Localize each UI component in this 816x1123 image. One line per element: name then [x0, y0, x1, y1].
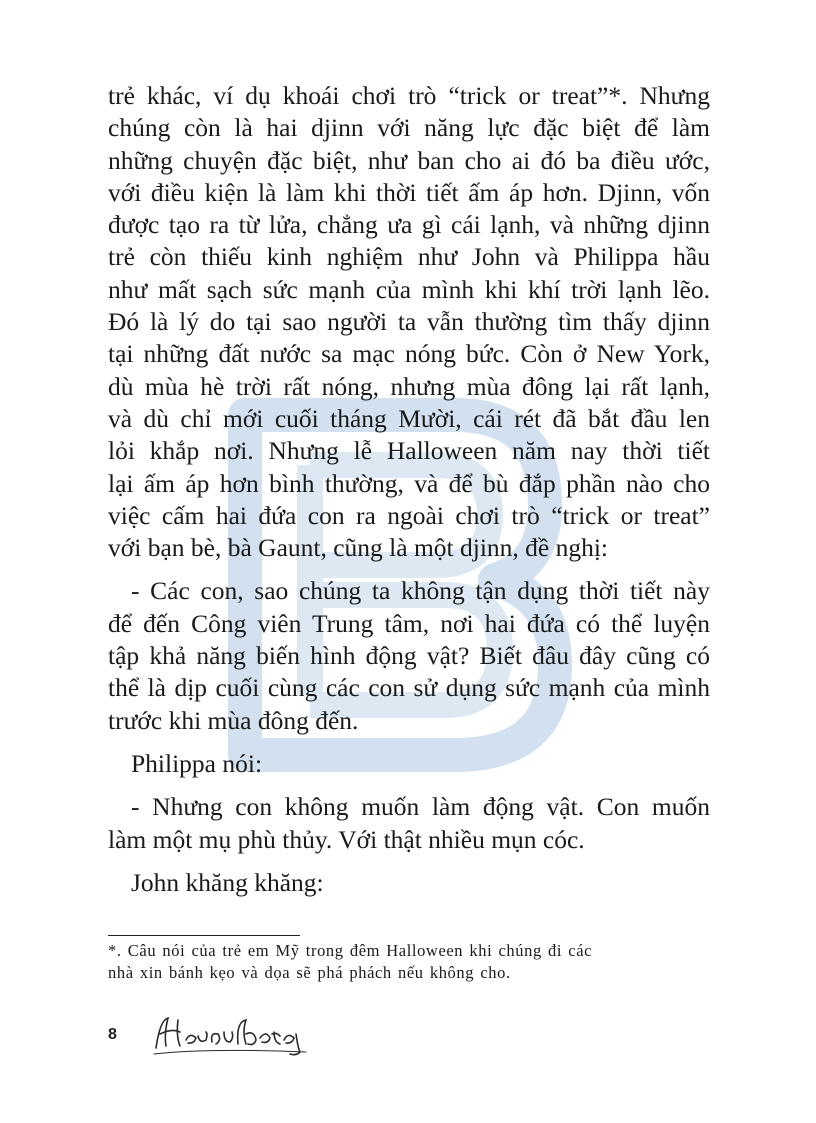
text-line: với bạn bè, bà Gaunt, cũng là một djinn, đề nghị: — [108, 533, 609, 563]
footnote-line: nhà xin bánh kẹo và dọa sẽ phá phách nếu không cho. — [108, 963, 511, 982]
text-line: tại những đất nước sa mạc nóng bức. Còn ở New York, — [108, 339, 710, 369]
book-title-logo — [150, 1010, 310, 1060]
paragraph-2 — [108, 575, 710, 736]
paragraph-4 — [108, 791, 710, 856]
text-line: trước khi mùa đông đến. — [108, 705, 359, 735]
text-line: chúng còn là hai djinn với năng lực đặc biệt để làm — [108, 113, 710, 143]
text-line: với điều kiện là làm khi thời tiết ấm áp hơn. Djinn, vốn — [108, 177, 710, 207]
text-line: John khăng khăng: — [131, 867, 324, 897]
footnote-line: *. Câu nói của trẻ em Mỹ trong đêm Halloween khi chúng đi các — [108, 941, 593, 960]
text-line: Đó là lý do tại sao người ta vẫn thường tìm thấy djinn — [108, 307, 710, 337]
text-line: được tạo ra từ lửa, chẳng ưa gì cái lạnh, và những djinn — [108, 210, 710, 240]
text-line: trẻ khác, ví dụ khoái chơi trò “trick or treat”*. Nhưng — [108, 81, 710, 110]
text-line: lỏi khắp nơi. Nhưng lễ Halloween năm nay thời tiết — [108, 436, 710, 466]
text-line: thể là dịp cuối cùng các con sử dụng sức mạnh của mình — [108, 673, 710, 703]
text-line: dù mùa hè trời rất nóng, nhưng mùa đông lại rất lạnh, — [108, 371, 710, 401]
text-line: làm một mụ phù thủy. Với thật nhiều mụn cóc. — [108, 824, 585, 854]
footnote — [108, 940, 710, 984]
page-number: 8 — [108, 1026, 117, 1043]
paragraph-3 — [108, 748, 710, 780]
footnote-divider — [108, 935, 300, 936]
text-line: tập khả năng biến hình động vật? Biết đâu đây cũng có — [108, 641, 710, 671]
text-line: lại ấm áp hơn bình thường, và để bù đắp phần nào cho — [108, 468, 710, 498]
text-line: - Nhưng con không muốn làm động vật. Con muốn — [131, 792, 710, 822]
text-line: những chuyện đặc biệt, như ban cho ai đó ba điều ước, — [108, 145, 710, 175]
main-text — [108, 80, 710, 910]
paragraph-1 — [108, 80, 710, 564]
text-line: như mất sạch sức mạnh của mình khi khí trời lạnh lẽo. — [108, 274, 710, 304]
text-line: Philippa nói: — [131, 748, 263, 778]
text-line: và dù chỉ mới cuối tháng Mười, cái rét đã bắt đầu len — [108, 403, 710, 433]
text-line: việc cấm hai đứa con ra ngoài chơi trò “trick or treat” — [108, 500, 710, 530]
paragraph-5 — [108, 867, 710, 899]
text-line: để đến Công viên Trung tâm, nơi hai đứa có thể luyện — [108, 608, 710, 638]
text-line: - Các con, sao chúng ta không tận dụng thời tiết này — [131, 576, 710, 606]
text-line: trẻ còn thiếu kinh nghiệm như John và Philippa hầu — [108, 242, 710, 272]
